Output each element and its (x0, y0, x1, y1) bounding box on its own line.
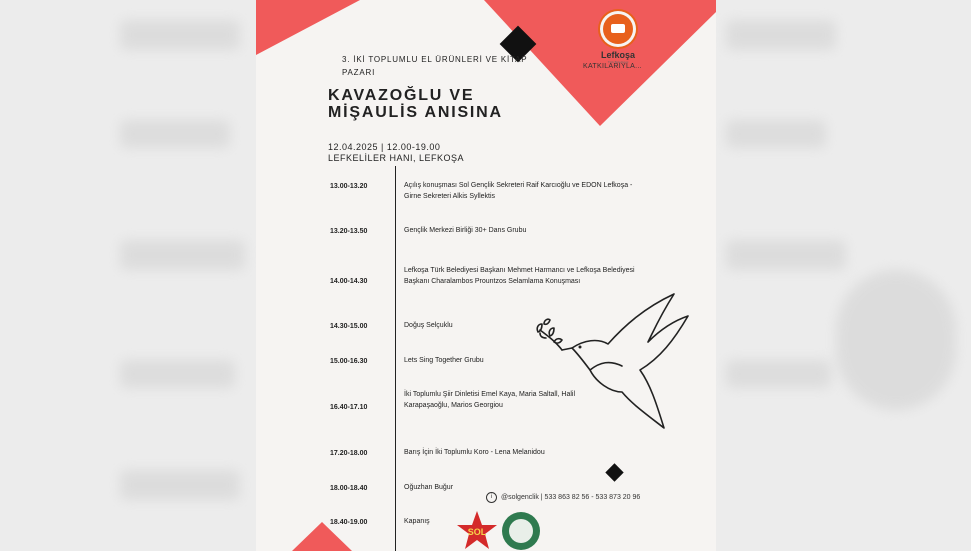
schedule-description: Oğuzhan Buğur (404, 484, 454, 491)
schedule-time: 14.30-15.00 (330, 323, 368, 330)
schedule-description: Açılış konuşması Sol Gençlik Sekreteri Raif Karcıoğlu ve EDON Lefkoşa - Girne Sekreteri Alkis Syllektis (404, 182, 633, 200)
schedule-description: İki Toplumlu Şiir Dinletisi Emel Kaya, Maria Saltall, Halil Karapaşaoğlu, Marios Georgiou (404, 391, 576, 409)
event-poster (256, 0, 716, 551)
schedule-time: 18.00-18.40 (330, 485, 368, 492)
event-date-venue (328, 142, 464, 164)
peace-dove-icon (532, 290, 692, 435)
schedule-time: 14.00-14.30 (330, 278, 368, 285)
schedule-time: 16.40-17.10 (330, 404, 368, 411)
event-title: KAVAZOĞLU VE MİŞAULİS ANISINA (328, 87, 503, 121)
instagram-icon: i (486, 492, 497, 503)
red-triangle-top-left (256, 0, 360, 55)
sun-emblem-icon (603, 14, 633, 44)
schedule-description: Gençlik Merkezi Birliği 30+ Dans Grubu (404, 227, 527, 234)
schedule-time: 17.20-18.00 (330, 450, 368, 457)
blurred-background-right (716, 0, 971, 551)
schedule-description: Lets Sing Together Grubu (404, 357, 484, 364)
schedule-description: Barış İçin İki Toplumlu Koro - Lena Melanidou (404, 449, 545, 456)
sol-logo-text: SOL (467, 527, 487, 537)
logo-subtitle: Türk Belediyesi (607, 60, 629, 64)
logo-name: Lefkoşa (600, 50, 635, 60)
sol-star-logo (456, 510, 498, 550)
black-diamond-bottom (605, 463, 623, 481)
schedule-time: 15.00-16.30 (330, 358, 368, 365)
schedule-time: 18.40-19.00 (330, 519, 368, 526)
schedule-divider (395, 166, 396, 551)
schedule-description: Doğuş Selçuklu (404, 322, 453, 329)
blurred-background-left (0, 0, 256, 551)
edon-logo (502, 512, 540, 550)
schedule-time: 13.00-13.20 (330, 183, 368, 190)
red-triangle-bottom-left (292, 522, 352, 551)
schedule-description: Lefkoşa Türk Belediyesi Başkanı Mehmet Harmancı ve Lefkoşa Belediyesi Başkanı Charalambos Prountzos Selamlama Konuşması (404, 267, 635, 285)
schedule-description: Kapanış (404, 518, 430, 525)
social-contact-text: @solgenclik | 533 863 82 56 - 533 873 20 96 (501, 494, 641, 501)
event-subtitle: 3. İKİ TOPLUMLU EL ÜRÜNLERİ VE KİTAP PAZARI (342, 55, 528, 77)
lefkosa-municipality-logo (594, 14, 642, 64)
social-contact (486, 492, 640, 503)
event-venue: LEFKELİLER HANI, LEFKOŞA (328, 153, 465, 163)
event-date-time: 12.04.2025 | 12.00-19.00 (328, 142, 441, 152)
sponsor-note: KATKILARIYLA... (583, 63, 642, 70)
schedule-time: 13.20-13.50 (330, 228, 368, 235)
